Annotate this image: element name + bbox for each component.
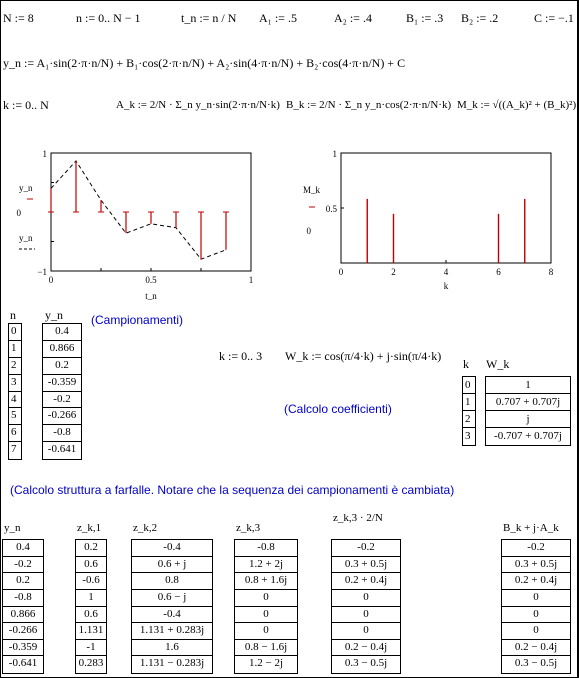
- w-value-column: [485, 376, 571, 446]
- x-tick-label: 2: [391, 267, 396, 277]
- butterfly-cell: 1.131: [76, 623, 106, 640]
- butterfly-cell: 0.2 + 0.4j: [502, 573, 570, 590]
- butterfly-header: z_k,3 · 2/N: [333, 512, 383, 524]
- def-A1: A₁ := .5: [259, 11, 297, 25]
- butterfly-cell: 0: [235, 623, 297, 640]
- y-tick-label: 0: [306, 226, 311, 236]
- butterfly-cell: 1.6: [132, 640, 212, 657]
- w-index-cell: 1: [463, 394, 475, 411]
- butterfly-column: [331, 539, 401, 674]
- butterfly-header: z_k,3: [236, 522, 261, 534]
- butterfly-cell: 0.6 − j: [132, 590, 212, 607]
- w-value-cell: 1: [486, 377, 570, 394]
- sample-value-cell: -0.266: [43, 408, 81, 425]
- butterfly-cell: 1.2 − 2j: [248, 657, 283, 670]
- butterfly-cell: 0.3 + 0.5j: [332, 557, 400, 574]
- sample-value-cell: 0.866: [43, 341, 81, 358]
- butterfly-column: [234, 539, 298, 674]
- butterfly-cell: 0: [332, 607, 400, 624]
- butterfly-cell: 0.6: [76, 607, 106, 624]
- sample-value-cell: 0.2: [43, 358, 81, 375]
- w-value-cell: -0.707 + 0.707j: [494, 430, 562, 442]
- butterfly-cell: 0: [332, 623, 400, 640]
- w-index-cell: 2: [463, 411, 475, 428]
- butterfly-cell: 0: [502, 623, 570, 640]
- x-axis-label: t_n: [145, 291, 157, 301]
- y-tick-label: 1: [42, 149, 47, 159]
- sample-index-column: [8, 323, 22, 460]
- butterfly-cell: 0.2 + 0.4j: [332, 573, 400, 590]
- butterfly-cell: -0.266: [3, 623, 43, 640]
- series-line: [51, 161, 226, 259]
- x-tick-label: 1: [248, 275, 254, 285]
- sample-value-cell: 0.4: [43, 324, 81, 341]
- butterfly-cell: 0.8 − 1.6j: [235, 640, 297, 657]
- sample-value-cell: -0.2: [43, 392, 81, 409]
- butterfly-cell: 0: [235, 590, 297, 607]
- plot-frame: [341, 153, 551, 263]
- butterfly-cell: -1: [76, 640, 106, 657]
- w-index-column: [462, 376, 476, 446]
- def-C: C := −.1: [534, 11, 574, 25]
- butterfly-cell: 1.131 + 0.283j: [132, 623, 212, 640]
- butterfly-column: [501, 539, 571, 674]
- butterfly-cell: -0.6: [76, 573, 106, 590]
- butterfly-cell: 1.131 − 0.283j: [139, 657, 205, 670]
- def-N: N := 8: [3, 11, 34, 25]
- y-axis-label-bottom: y_n: [19, 233, 33, 243]
- sample-value-cell: -0.8: [43, 425, 81, 442]
- butterfly-cell: 0.6 + j: [132, 557, 212, 574]
- butterfly-cell: -0.4: [132, 607, 212, 624]
- note-campionamenti: (Campionamenti): [91, 313, 184, 327]
- butterfly-cell: 0: [332, 590, 400, 607]
- butterfly-header: B_k + j·A_k: [503, 522, 559, 534]
- y-tick-label: 0.5: [325, 204, 337, 214]
- butterfly-header: z_k,2: [133, 522, 158, 534]
- x-tick-label: 0.5: [145, 275, 157, 285]
- x-tick-label: 0: [48, 275, 54, 285]
- w-value-cell: j: [486, 411, 570, 428]
- sample-index-cell: 6: [9, 425, 21, 442]
- butterfly-cell: 0: [235, 607, 297, 624]
- butterfly-cell: 0.2: [76, 540, 106, 557]
- butterfly-cell: -0.2: [502, 540, 570, 557]
- butterfly-column: [131, 539, 213, 674]
- sample-table-val-header: y_n: [45, 308, 63, 322]
- note-calcolo-coefficienti: (Calcolo coefficienti): [284, 402, 392, 416]
- w-value-cell: 0.707 + 0.707j: [486, 394, 570, 411]
- w-index-cell: 0: [463, 377, 475, 394]
- w-index-cell: 3: [465, 430, 471, 442]
- def-B1: B₁ := .3: [406, 11, 444, 25]
- mathcad-worksheet: [1, 1, 577, 677]
- w-table-val-header: W_k: [486, 357, 510, 371]
- butterfly-cell: -0.2: [332, 540, 400, 557]
- sample-index-cell: 2: [9, 358, 21, 375]
- sample-index-cell: 1: [9, 341, 21, 358]
- w-table-idx-header: k: [463, 357, 469, 371]
- sample-table-idx-header: n: [10, 308, 16, 322]
- butterfly-header: y_n: [4, 522, 21, 534]
- y-tick-label: −1: [37, 267, 47, 277]
- butterfly-cell: -0.4: [132, 540, 212, 557]
- formula-y-n: y_n := A₁·sin(2·π·n/N) + B₁·cos(2·π·n/N) + A₂·sin(4·π·n/N) + B₂·cos(4·π·n/N) + C: [3, 56, 406, 70]
- butterfly-cell: 1: [76, 590, 106, 607]
- butterfly-cell: 0.2: [3, 573, 43, 590]
- butterfly-cell: 0.3 + 0.5j: [502, 557, 570, 574]
- x-tick-label: 8: [548, 267, 554, 277]
- magnitude-chart: [291, 141, 577, 311]
- butterfly-cell: -0.8: [235, 540, 297, 557]
- x-tick-label: 6: [496, 267, 501, 277]
- sample-value-cell: -0.641: [47, 443, 77, 456]
- butterfly-column: [75, 539, 107, 674]
- sample-index-cell: 3: [9, 375, 21, 392]
- sample-index-cell: 0: [9, 324, 21, 341]
- y-axis-label-top: y_n: [19, 183, 33, 193]
- x-axis-label: k: [443, 281, 449, 291]
- def-n-range: n := 0.. N − 1: [76, 11, 141, 25]
- x-tick-label: 0: [338, 267, 344, 277]
- butterfly-cell: 0.3 − 0.5j: [514, 657, 558, 670]
- butterfly-cell: 0.2 − 0.4j: [502, 640, 570, 657]
- formula-M-k: M_k := √((A_k)² + (B_k)²): [457, 99, 577, 111]
- butterfly-cell: 0.866: [3, 607, 43, 624]
- sample-index-cell: 5: [9, 408, 21, 425]
- sample-index-cell: 4: [9, 392, 21, 409]
- note-farfalle: (Calcolo struttura a farfalle. Notare che la sequenza dei campionamenti è cambiata): [10, 483, 455, 497]
- formula-W-k: W_k := cos(π/4·k) + j·sin(π/4·k): [285, 349, 442, 363]
- butterfly-header: z_k,1: [77, 522, 102, 534]
- butterfly-cell: -0.2: [3, 557, 43, 574]
- butterfly-cell: -0.359: [3, 640, 43, 657]
- samples-chart: [1, 141, 271, 311]
- x-tick-label: 4: [443, 267, 449, 277]
- formula-k-range: k := 0.. N: [3, 98, 49, 112]
- butterfly-cell: 0.4: [3, 540, 43, 557]
- def-A2: A₂ := .4: [334, 11, 372, 25]
- butterfly-cell: 0.6: [76, 557, 106, 574]
- butterfly-cell: 0.2 − 0.4j: [332, 640, 400, 657]
- butterfly-cell: 0: [502, 607, 570, 624]
- butterfly-cell: 0.3 − 0.5j: [344, 657, 388, 670]
- y-tick-label: 0: [16, 208, 21, 218]
- butterfly-cell: 0.8: [132, 573, 212, 590]
- sample-value-column: [42, 323, 82, 460]
- def-B2: B₂ := .2: [461, 11, 499, 25]
- y-tick-label: 1: [332, 149, 337, 159]
- y-axis-label: M_k: [303, 185, 321, 195]
- sample-index-cell: 7: [11, 443, 17, 456]
- butterfly-cell: 0: [502, 590, 570, 607]
- formula-B-k: B_k := 2/N · Σ_n y_n·cos(2·π·n/N·k): [286, 99, 452, 111]
- butterfly-column: [2, 539, 44, 674]
- butterfly-cell: -0.8: [3, 590, 43, 607]
- formula-k-range-2: k := 0.. 3: [219, 349, 263, 363]
- butterfly-cell: 1.2 + 2j: [235, 557, 297, 574]
- butterfly-cell: -0.641: [8, 657, 38, 670]
- formula-A-k: A_k := 2/N · Σ_n y_n·sin(2·π·n/N·k): [116, 99, 280, 111]
- sample-value-cell: -0.359: [43, 375, 81, 392]
- butterfly-cell: 0.8 + 1.6j: [235, 573, 297, 590]
- butterfly-cell: 0.283: [78, 657, 104, 670]
- def-t-n: t_n := n / N: [181, 11, 237, 25]
